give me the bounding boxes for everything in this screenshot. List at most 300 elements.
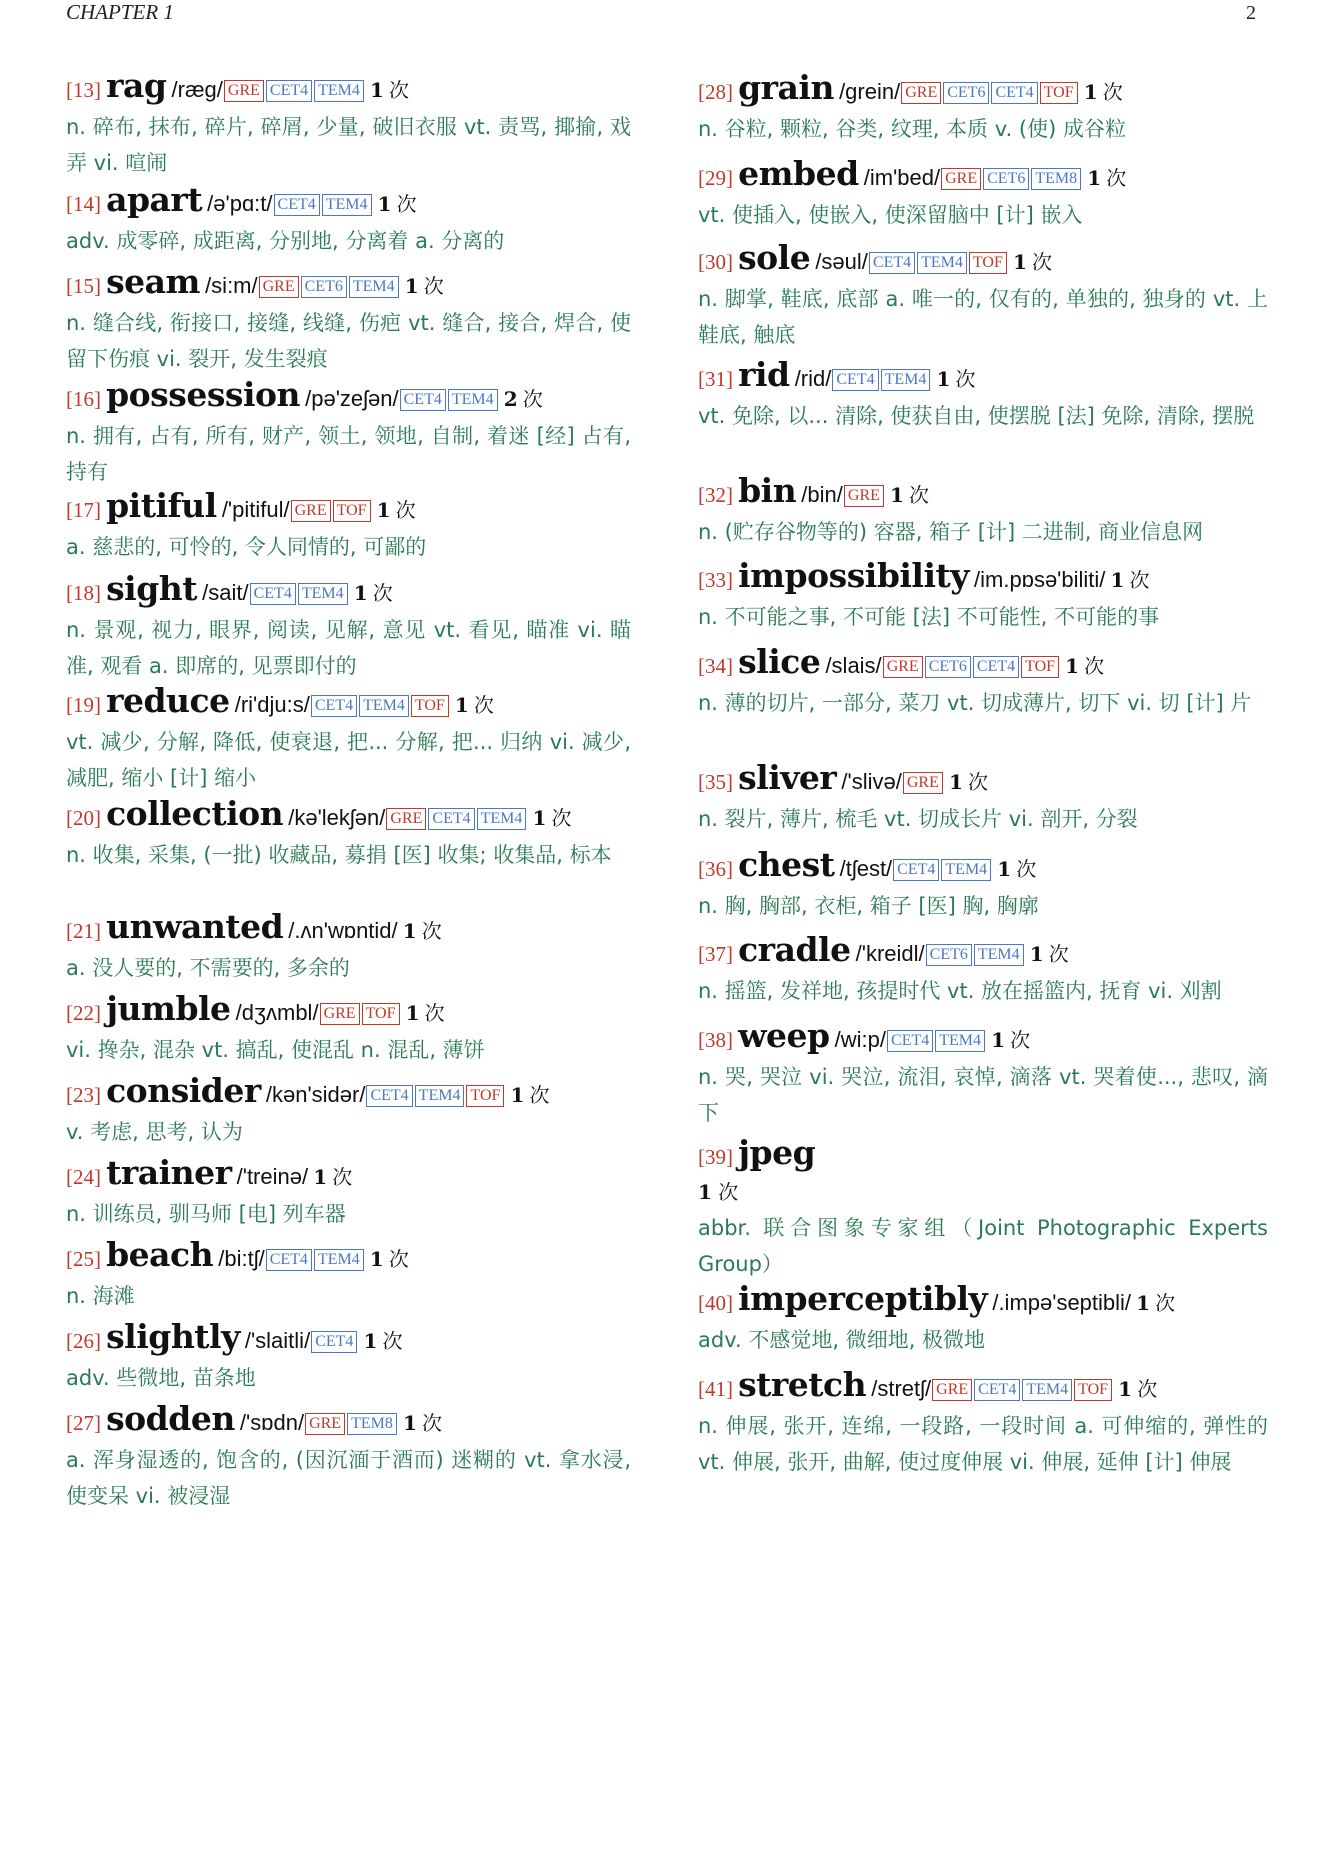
count-unit: 次 [1102,80,1123,104]
count-unit: 次 [551,806,572,830]
entry-word: collection [106,794,284,833]
count-number: 1 [889,483,904,507]
entry-definition: n. 裂片, 薄片, 梳毛 vt. 切成长片 vi. 剖开, 分裂 [698,807,1138,831]
entry-index: [40] [698,1291,733,1315]
entry-index: [32] [698,483,733,507]
occurrence-count [1118,1377,1158,1401]
entry-definition: n. 收集, 采集, (一批) 收藏品, 募捐 [医] 收集; 收集品, 标本 [66,843,612,867]
exam-tag-tem8: TEM8 [1031,168,1081,190]
count-number: 1 [1065,654,1080,678]
entry-index: [22] [66,1001,101,1025]
entry-pronunciation: /'kreidl/ [855,941,925,966]
vocab-entry [66,1235,631,1314]
entry-head [66,569,631,611]
entry-head [66,907,631,949]
occurrence-count [997,857,1037,881]
exam-tag-cet6: CET6 [926,944,972,966]
entry-pronunciation: /səul/ [815,249,868,274]
exam-tag-cet6: CET6 [925,656,971,678]
entry-index: [25] [66,1247,101,1271]
entry-head [66,262,631,304]
vocab-entry [698,471,1268,550]
entry-pronunciation: /dʒʌmbl/ [235,1000,319,1025]
entry-head [698,642,1268,684]
entry-definition: a. 浑身湿透的, 饱含的, (因沉湎于酒而) 迷糊的 vt. 拿水浸, 使变呆 vi. 被浸湿 [66,1448,631,1508]
vocab-entry [66,907,631,986]
occurrence-count [1083,80,1123,104]
vocab-entry [698,556,1268,635]
count-unit: 次 [718,1180,739,1204]
exam-tag-cet4: CET4 [311,695,357,717]
entry-pronunciation: /'pitiful/ [221,497,290,522]
count-unit: 次 [1106,166,1127,190]
count-unit: 次 [388,1247,409,1271]
exam-tag-tem8: TEM8 [347,1413,397,1435]
exam-tag-tem4: TEM4 [448,389,498,411]
entry-word: jumble [106,989,231,1028]
exam-tag-gre: GRE [883,656,923,678]
exam-tag-tem4: TEM4 [314,80,364,102]
count-unit: 次 [1155,1291,1176,1315]
count-number: 1 [1110,568,1125,592]
count-number: 1 [698,1180,712,1204]
entry-pronunciation: /'sɒdn/ [239,1410,305,1435]
entry-head [66,1317,631,1359]
count-unit: 次 [382,1329,403,1353]
entry-word: weep [738,1016,830,1055]
vocab-entry [66,180,631,259]
entry-definition: n. 脚掌, 鞋底, 底部 a. 唯一的, 仅有的, 单独的, 独身的 vt. 上鞋底, 触底 [698,287,1268,347]
exam-tag-gre: GRE [386,808,426,830]
occurrence-count [1110,568,1150,592]
occurrence-count [404,274,444,298]
count-number: 1 [1012,250,1027,274]
entry-pronunciation: /ə'pɑ:t/ [207,191,273,216]
entry-definition: n. 谷粒, 颗粒, 谷类, 纹理, 本质 v. (使) 成谷粒 [698,117,1126,141]
entry-index: [37] [698,942,733,966]
entry-word: slightly [106,1317,240,1356]
entry-word: rid [738,355,790,394]
occurrence-count [369,78,409,102]
entry-word: beach [106,1235,214,1274]
count-unit: 次 [1129,568,1150,592]
count-unit: 次 [421,919,442,943]
count-number: 1 [532,806,547,830]
count-number: 1 [1118,1377,1133,1401]
entry-head [698,154,1268,196]
exam-tag-tem4: TEM4 [974,944,1024,966]
entry-pronunciation: /.impə'septibli/ [992,1290,1132,1315]
vocab-entry [698,1133,1268,1282]
exam-tag-tem4: TEM4 [298,583,348,605]
entry-head [698,845,1268,887]
count-unit: 次 [473,693,494,717]
occurrence-count [376,498,416,522]
count-unit: 次 [423,274,444,298]
entry-index: [15] [66,274,101,298]
entry-definition: a. 没人要的, 不需要的, 多余的 [66,956,350,980]
occurrence-count [402,919,442,943]
entry-word: reduce [106,681,230,720]
entry-word: chest [738,845,835,884]
count-number: 1 [454,693,469,717]
exam-tag-cet4: CET4 [266,80,312,102]
entry-head [698,1365,1268,1407]
vocab-entry [66,66,631,181]
exam-tag-cet4: CET4 [400,389,446,411]
exam-tag-tof: TOF [1074,1379,1112,1401]
count-number: 1 [369,1247,384,1271]
entry-head [66,1071,631,1113]
vocab-entry [698,355,1268,434]
count-unit: 次 [389,78,409,102]
exam-tag-gre: GRE [901,82,941,104]
entry-index: [19] [66,693,101,717]
entry-definition: n. 伸展, 张开, 连绵, 一段路, 一段时间 a. 可伸缩的, 弹性的 vt. 伸展, 张开, 曲解, 使过度伸展 vi. 伸展, 延伸 [计] 伸展 [698,1414,1268,1474]
entry-word: rag [106,66,167,105]
entry-index: [36] [698,857,733,881]
entry-head [698,1016,1268,1058]
occurrence-count [377,192,417,216]
occurrence-count [889,483,929,507]
entry-definition: n. 景观, 视力, 眼界, 阅读, 见解, 意见 vt. 看见, 瞄准 vi. 瞄准, 观看 a. 即席的, 见票即付的 [66,618,631,678]
entry-word: embed [738,154,859,193]
count-number: 2 [503,387,518,411]
entry-definition: n. 海滩 [66,1284,135,1308]
exam-tag-tof: TOF [362,1003,400,1025]
occurrence-count [991,1028,1031,1052]
entry-pronunciation: /slais/ [825,653,882,678]
vocab-entry [66,1153,631,1232]
entry-word: consider [106,1071,261,1110]
entry-index: [29] [698,166,733,190]
exam-tag-cet4: CET4 [832,369,878,391]
count-number: 1 [991,1028,1006,1052]
entry-word: seam [106,262,200,301]
exam-tag-cet4: CET4 [887,1030,933,1052]
count-number: 1 [1029,942,1044,966]
entry-pronunciation: /sait/ [202,580,249,605]
entry-pronunciation: /stretʃ/ [871,1376,932,1401]
entry-index: [39] [698,1145,733,1169]
exam-tag-tem4: TEM4 [314,1249,364,1271]
page-number: 2 [1246,2,1256,24]
entry-pronunciation: /kən'sidər/ [265,1082,366,1107]
count-unit: 次 [955,367,976,391]
occurrence-count [698,1180,738,1204]
entry-pronunciation: /grein/ [839,79,901,104]
vocab-entry [698,238,1268,353]
count-unit: 次 [1010,1028,1031,1052]
entry-head [66,1399,631,1441]
entry-index: [31] [698,367,733,391]
entry-head [66,989,631,1031]
entry-head [698,471,1268,513]
occurrence-count [402,1411,442,1435]
exam-tag-cet6: CET6 [983,168,1029,190]
exam-tag-tem4: TEM4 [881,369,931,391]
exam-tag-gre: GRE [932,1379,972,1401]
count-unit: 次 [395,498,416,522]
count-number: 1 [402,1411,417,1435]
vocab-entry [66,262,631,377]
occurrence-count [1029,942,1069,966]
entry-index: [27] [66,1411,101,1435]
occurrence-count [532,806,572,830]
exam-tag-tem4: TEM4 [415,1085,465,1107]
entry-word: sight [106,569,198,608]
entry-head [698,68,1268,110]
entry-word: sodden [106,1399,235,1438]
occurrence-count [1012,250,1052,274]
entry-head [698,355,1268,397]
entry-word: bin [738,471,797,510]
entry-index: [33] [698,568,733,592]
entry-index: [18] [66,581,101,605]
count-number: 1 [369,78,384,102]
entry-definition: n. 碎布, 抹布, 碎片, 碎屑, 少量, 破旧衣服 vt. 责骂, 揶揄, 戏弄 vi. 喧闹 [66,115,631,175]
count-number: 1 [363,1329,378,1353]
count-unit: 次 [1137,1377,1158,1401]
entry-word: trainer [106,1153,232,1192]
exam-tag-tof: TOF [1040,82,1078,104]
entry-definition: n. 不可能之事, 不可能 [法] 不可能性, 不可能的事 [698,605,1160,629]
count-unit: 次 [421,1411,442,1435]
entry-word: sliver [738,758,837,797]
count-number: 1 [936,367,951,391]
entry-index: [24] [66,1165,101,1189]
entry-definition: n. 薄的切片, 一部分, 菜刀 vt. 切成薄片, 切下 vi. 切 [计] 片 [698,691,1252,715]
entry-word: pitiful [106,486,217,525]
entry-definition: adv. 成零碎, 成距离, 分别地, 分离着 a. 分离的 [66,229,505,253]
exam-tag-tem4: TEM4 [935,1030,985,1052]
count-number: 1 [353,581,368,605]
vocab-entry [66,1071,631,1150]
exam-tag-gre: GRE [291,500,331,522]
chapter-header: CHAPTER 1 [66,0,174,24]
count-unit: 次 [1031,250,1052,274]
entry-head [66,1235,631,1277]
entry-index: [28] [698,80,733,104]
entry-pronunciation: /'slivə/ [841,769,902,794]
entry-definition: vt. 使插入, 使嵌入, 使深留脑中 [计] 嵌入 [698,203,1083,227]
entry-definition: n. 训练员, 驯马师 [电] 列车器 [66,1202,346,1226]
entry-head [66,794,631,836]
entry-index: [13] [66,78,101,102]
entry-definition: abbr. 联合图象专家组（Joint Photographic Experts Group） [698,1216,1268,1276]
exam-tag-gre: GRE [844,485,884,507]
occurrence-count [363,1329,403,1353]
exam-tag-tem4: TEM4 [1022,1379,1072,1401]
count-number: 1 [510,1083,525,1107]
count-unit: 次 [967,770,988,794]
entry-head [698,1279,1268,1321]
exam-tag-tof: TOF [969,252,1007,274]
entry-pronunciation: /.ʌn'wɒntid/ [288,918,398,943]
entry-head [66,375,631,417]
count-unit: 次 [529,1083,550,1107]
exam-tag-gre: GRE [224,80,264,102]
entry-pronunciation: /bi:tʃ/ [218,1246,265,1271]
occurrence-count [510,1083,550,1107]
count-number: 1 [1087,166,1102,190]
entry-head [66,486,631,528]
exam-tag-cet4: CET4 [973,656,1019,678]
vocab-entry [698,642,1268,721]
entry-definition: v. 考虑, 思考, 认为 [66,1120,243,1144]
entry-word: grain [738,68,834,107]
count-unit: 次 [1016,857,1037,881]
entry-word: jpeg [738,1133,816,1172]
count-number: 1 [405,1001,420,1025]
vocab-entry [698,68,1268,147]
count-unit: 次 [332,1165,353,1189]
exam-tag-gre: GRE [941,168,981,190]
exam-tag-tof: TOF [411,695,449,717]
count-unit: 次 [909,483,929,507]
entry-definition: n. 哭, 哭泣 vi. 哭泣, 流泪, 哀悼, 滴落 vt. 哭着使..., 悲叹, 滴下 [698,1065,1268,1125]
exam-tag-gre: GRE [305,1413,345,1435]
exam-tag-gre: GRE [259,276,299,298]
entry-pronunciation: /si:m/ [205,273,258,298]
entry-word: impossibility [738,556,969,595]
vocab-entry [698,1016,1268,1131]
vocab-entry [698,154,1268,233]
exam-tag-tem4: TEM4 [941,859,991,881]
count-number: 1 [1083,80,1098,104]
entry-word: cradle [738,930,851,969]
occurrence-count [948,770,988,794]
count-unit: 次 [424,1001,445,1025]
entry-index: [17] [66,498,101,522]
occurrence-count [936,367,976,391]
entry-head [66,1153,631,1195]
exam-tag-cet6: CET6 [301,276,347,298]
entry-pronunciation: /bin/ [801,482,843,507]
vocab-entry [66,794,631,873]
entry-index: [14] [66,192,101,216]
entry-word: stretch [738,1365,867,1404]
exam-tag-cet4: CET4 [366,1085,412,1107]
vocab-entry [66,1317,631,1396]
vocab-entry [66,486,631,565]
count-number: 1 [404,274,419,298]
entry-head [698,556,1268,598]
entry-index: [16] [66,387,101,411]
count-number: 1 [376,498,391,522]
exam-tag-tem4: TEM4 [322,194,372,216]
entry-definition: vi. 搀杂, 混杂 vt. 搞乱, 使混乱 n. 混乱, 薄饼 [66,1038,485,1062]
count-number: 1 [948,770,963,794]
occurrence-count [454,693,494,717]
vocab-entry [66,569,631,684]
entry-pronunciation: /wi:p/ [834,1027,887,1052]
vocab-entry [66,1399,631,1514]
entry-pronunciation: /ræg/ [171,77,223,102]
count-number: 1 [313,1165,328,1189]
exam-tag-cet4: CET4 [428,808,474,830]
occurrence-count [369,1247,409,1271]
entry-definition: adv. 些微地, 苗条地 [66,1366,256,1390]
exam-tag-cet4: CET4 [974,1379,1020,1401]
entry-head [698,758,1268,800]
occurrence-count [405,1001,445,1025]
occurrence-count [1065,654,1105,678]
entry-definition: n. 摇篮, 发祥地, 孩提时代 vt. 放在摇篮内, 抚育 vi. 刈割 [698,979,1222,1003]
entry-word: possession [106,375,301,414]
entry-pronunciation: /kə'lekʃən/ [288,805,386,830]
entry-index: [35] [698,770,733,794]
entry-definition: vt. 免除, 以... 清除, 使获自由, 使摆脱 [法] 免除, 清除, 摆脱 [698,404,1255,428]
entry-definition: n. 拥有, 占有, 所有, 财产, 领土, 领地, 自制, 着迷 [经] 占有, 持有 [66,424,631,484]
vocab-entry [66,989,631,1068]
count-unit: 次 [1048,942,1069,966]
exam-tag-tof: TOF [1021,656,1059,678]
entry-definition: n. (贮存谷物等的) 容器, 箱子 [计] 二进制, 商业信息网 [698,520,1204,544]
count-unit: 次 [372,581,393,605]
vocab-entry [698,1365,1268,1480]
entry-word: apart [106,180,203,219]
entry-index: [38] [698,1028,733,1052]
occurrence-count [313,1165,353,1189]
exam-tag-tem4: TEM4 [349,276,399,298]
count-number: 1 [1136,1291,1151,1315]
entry-definition: adv. 不感觉地, 微细地, 极微地 [698,1328,986,1352]
entry-index: [26] [66,1329,101,1353]
entry-word: unwanted [106,907,284,946]
exam-tag-tof: TOF [333,500,371,522]
vocab-entry [66,375,631,490]
entry-index: [20] [66,806,101,830]
entry-index: [30] [698,250,733,274]
entry-pronunciation: /'slaitli/ [244,1328,311,1353]
count-number: 1 [997,857,1012,881]
vocab-entry [698,930,1268,1009]
entry-word: sole [738,238,811,277]
exam-tag-cet4: CET4 [311,1331,357,1353]
entry-head [698,1133,1268,1175]
exam-tag-cet4: CET4 [991,82,1037,104]
entry-definition: vt. 减少, 分解, 降低, 使衰退, 把... 分解, 把... 归纳 vi. 减少, 减肥, 缩小 [计] 缩小 [66,730,631,790]
count-number: 1 [377,192,392,216]
exam-tag-gre: GRE [903,772,943,794]
entry-head [66,66,631,108]
exam-tag-tem4: TEM4 [477,808,527,830]
entry-definition: a. 慈悲的, 可怜的, 令人同情的, 可鄙的 [66,535,427,559]
entry-head [698,930,1268,972]
entry-pronunciation: /im.pɒsə'biliti/ [974,567,1106,592]
occurrence-count [353,581,393,605]
exam-tag-cet6: CET6 [943,82,989,104]
entry-index: [41] [698,1377,733,1401]
occurrence-count [1136,1291,1176,1315]
exam-tag-cet4: CET4 [893,859,939,881]
entry-definition: n. 胸, 胸部, 衣柜, 箱子 [医] 胸, 胸廓 [698,894,1039,918]
entry-word: slice [738,642,821,681]
exam-tag-tof: TOF [466,1085,504,1107]
entry-head [66,681,631,723]
count-unit: 次 [1084,654,1105,678]
entry-word: imperceptibly [738,1279,988,1318]
occurrence-count [1087,166,1127,190]
vocab-entry [698,845,1268,924]
vocab-entry [698,1279,1268,1358]
entry-head [698,238,1268,280]
entry-pronunciation: /im'bed/ [863,165,941,190]
vocab-entry [698,758,1268,837]
count-number: 1 [402,919,417,943]
exam-tag-gre: GRE [320,1003,360,1025]
